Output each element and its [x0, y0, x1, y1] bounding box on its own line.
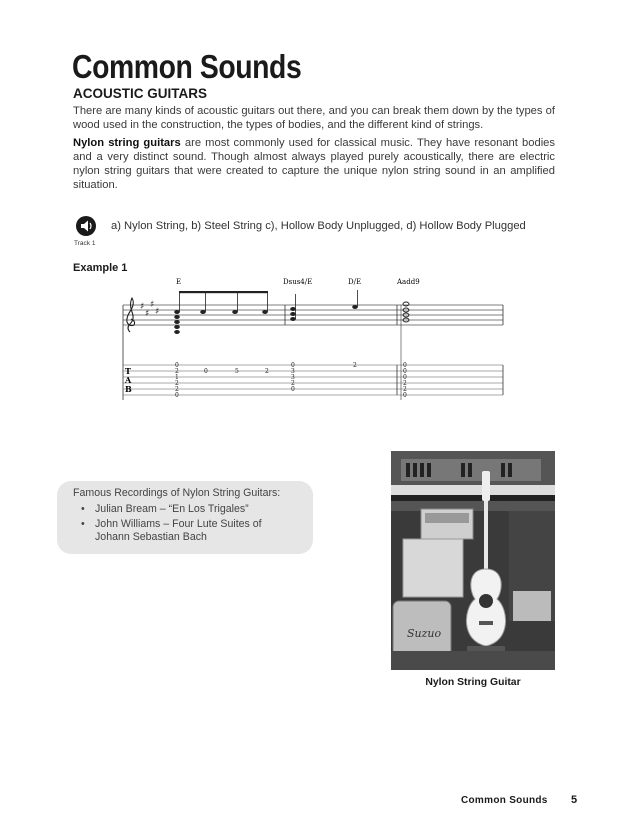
tab-number: 2: [175, 386, 179, 393]
music-notation: [115, 272, 515, 406]
track-label: Track 1: [74, 240, 96, 247]
svg-text:♯: ♯: [145, 309, 150, 319]
tab-number: 5: [235, 368, 239, 375]
photo-caption: Nylon String Guitar: [425, 677, 521, 688]
tab-number: 2: [353, 362, 357, 369]
chord-symbol: E: [176, 278, 182, 286]
chord-symbol: Dsus4/E: [283, 278, 313, 286]
list-item: [73, 503, 262, 517]
chord-symbol: D/E: [348, 278, 362, 286]
tab-number: 0: [403, 392, 407, 399]
svg-text:♯: ♯: [140, 302, 145, 312]
tab-number: 2: [291, 380, 295, 387]
tab-number: 0: [204, 368, 208, 375]
tab-number: 0: [175, 362, 179, 369]
bullet: •: [81, 503, 85, 515]
list-item-text: Johann Sebastian Bach: [95, 531, 207, 543]
list-item: [73, 518, 262, 545]
tab-number: 0: [403, 368, 407, 375]
list-item-text: John Williams – Four Lute Suites of: [95, 517, 262, 530]
tab-number: 0: [175, 392, 179, 399]
nylon-paragraph-text: are most commonly used for classical music. They have resonant bodies and a very distinct sound. Though almost always played purely acoustically, there are electric nylon string guitars that were created to capture the unique nylon string sound in an amplified situation.: [73, 137, 555, 191]
section-subtitle: ACOUSTIC GUITARS: [73, 86, 207, 101]
chord-symbol: Aadd9: [397, 278, 420, 286]
bullet: •: [81, 517, 85, 530]
audio-track-icon[interactable]: [75, 215, 97, 237]
tab-number: 1: [175, 374, 179, 381]
tab-number: 0: [403, 374, 407, 381]
page-number: 5: [571, 794, 578, 806]
tab-letter: B: [125, 384, 132, 394]
intro-paragraph: There are many kinds of acoustic guitars out there, and you can break them down by the types of wood used in the construction, the types of bodies, and the different kind of strings.: [73, 105, 555, 131]
footer-section-title: Common Sounds: [461, 795, 548, 806]
page-title: Common Sounds: [72, 48, 302, 85]
tab-number: 2: [265, 368, 269, 375]
tab-number: 0: [291, 362, 295, 369]
tab-number: 2: [175, 380, 179, 387]
amp-logo: Suzuo: [407, 627, 442, 640]
tab-number: 2: [403, 386, 407, 393]
tab-letter: A: [125, 375, 132, 385]
tab-number: 2: [175, 368, 179, 375]
tab-number: 2: [403, 380, 407, 387]
tab-number: 3: [291, 368, 295, 375]
list-item-text: Julian Bream – “En Los Trigales”: [95, 503, 249, 515]
nylon-lead-term: Nylon string guitars: [73, 137, 181, 149]
guitar-photo-illustration: [391, 451, 555, 670]
recordings-heading: Famous Recordings of Nylon String Guitars:: [73, 487, 281, 499]
tab-number: 0: [291, 386, 295, 393]
tab-number: 3: [291, 374, 295, 381]
track-description: a) Nylon String, b) Steel String c), Hollow Body Unplugged, d) Hollow Body Plugged: [111, 220, 526, 232]
svg-text:♯: ♯: [155, 307, 160, 317]
recordings-list: [73, 503, 262, 546]
nylon-paragraph: [73, 136, 555, 192]
svg-text:♯: ♯: [150, 300, 155, 310]
example-label: Example 1: [73, 262, 128, 274]
tab-number: 0: [403, 362, 407, 369]
tab-letter: T: [125, 366, 131, 376]
recordings-callout: [57, 481, 313, 554]
guitar-photo: [391, 451, 555, 670]
